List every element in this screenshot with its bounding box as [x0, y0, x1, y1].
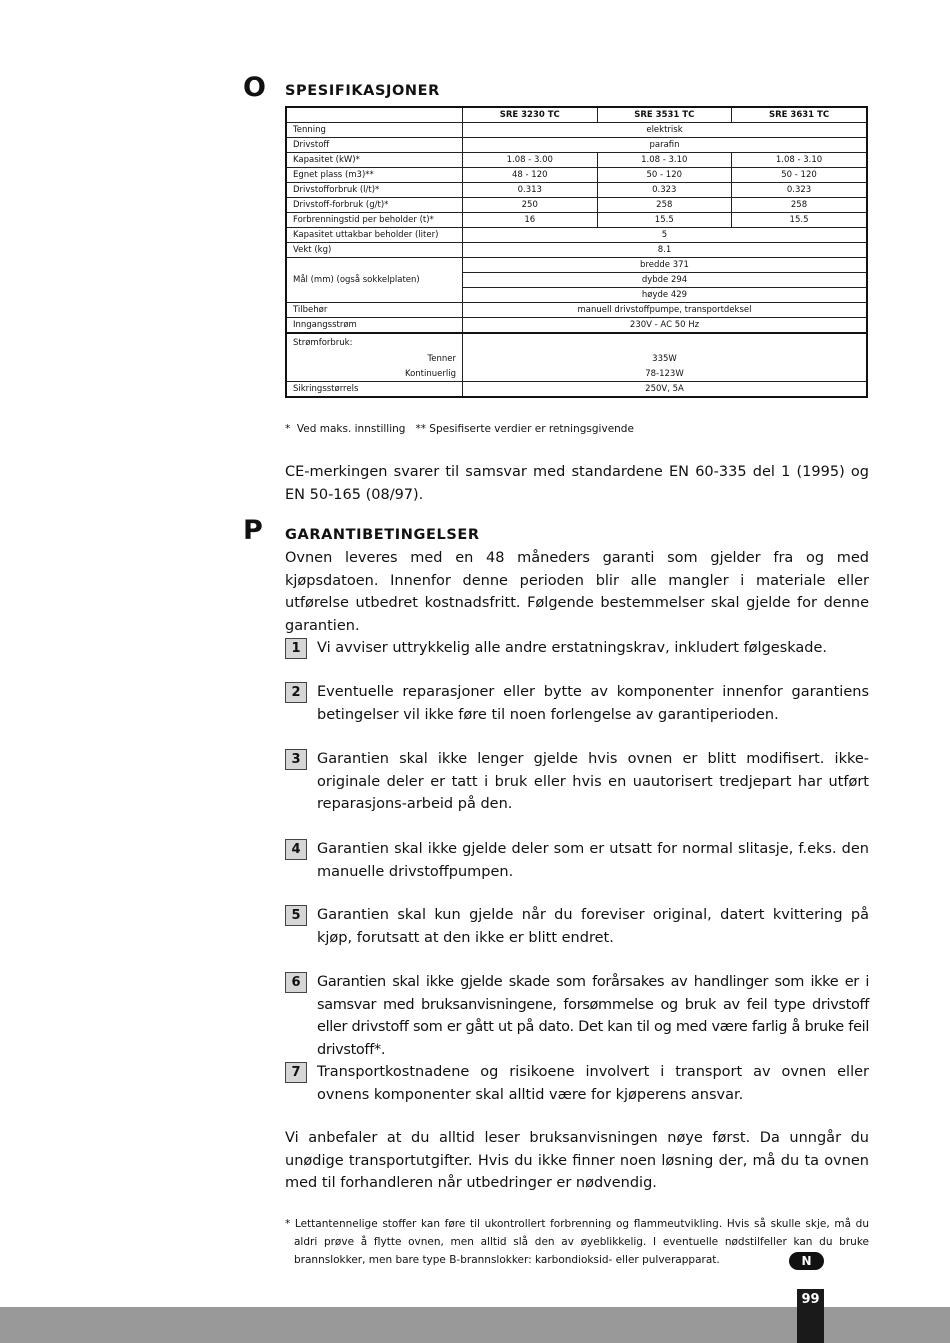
table-note: * Ved maks. innstilling ** Spesifiserte verdier er retningsgivende: [285, 423, 634, 435]
row-value: 335W: [463, 351, 868, 366]
item-number: 4: [285, 839, 307, 860]
row-label: Drivstoff: [286, 138, 463, 153]
model-header: SRE 3531 TC: [597, 107, 732, 123]
table-row: [286, 382, 867, 398]
row-value: 258: [597, 198, 732, 213]
row-sublabel: Tenner: [286, 351, 463, 366]
warranty-intro: Ovnen leveres med en 48 måneders garanti som gjelder fra og med kjøpsdatoen. Innenfor denne perioden blir alle mangler i materiale eller utførelse utbedret kostnadsfritt. Følgende bestemmelser skal gjelde for denne garantien.: [285, 550, 869, 634]
language-badge: N: [789, 1252, 824, 1270]
item-number: 3: [285, 749, 307, 770]
row-value: parafin: [463, 138, 868, 153]
row-label: Tenning: [286, 123, 463, 138]
row-value: 15.5: [597, 213, 732, 228]
row-value: elektrisk: [463, 123, 868, 138]
row-value: 78-123W: [463, 366, 868, 382]
item-text: Transportkostnadene og risikoene involvert i transport av ovnen eller ovnens komponenter skal alltid være for kjøperens ansvar.: [317, 1064, 869, 1103]
table-row: [286, 258, 867, 273]
item-text: Garantien skal kun gjelde når du foreviser original, datert kvittering på kjøp, forutsatt at den ikke er blitt endret.: [317, 907, 869, 946]
list-item: [285, 904, 869, 949]
row-value: dybde 294: [463, 273, 868, 288]
table-row: [286, 198, 867, 213]
spec-table: [285, 106, 868, 398]
list-item: [285, 681, 869, 726]
item-text: Garantien skal ikke gjelde deler som er utsatt for normal slitasje, f.eks. den manuelle drivstoffpumpen.: [317, 841, 869, 880]
table-row: [286, 243, 867, 258]
row-value: 50 - 120: [732, 168, 867, 183]
row-value: 0.323: [597, 183, 732, 198]
row-value: 5: [463, 228, 868, 243]
table-header-row: [286, 107, 867, 123]
item-number: 5: [285, 905, 307, 926]
table-row: [286, 303, 867, 318]
row-value: 1.08 - 3.00: [463, 153, 598, 168]
table-row: [286, 138, 867, 153]
item-text: Eventuelle reparasjoner eller bytte av komponenter innenfor garantiens betingelser vil ikke føre til noen forlengelse av garantiperioden.: [317, 684, 869, 723]
row-value: 1.08 - 3.10: [732, 153, 867, 168]
list-item: [285, 637, 869, 660]
row-value: 16: [463, 213, 598, 228]
row-value: [463, 333, 868, 351]
footnote: * Lettantennelige stoffer kan føre til ukontrollert forbrenning og flammeutvikling. Hvis så skulle skje, må du aldri prøve å flytte ovnen, men alltid slå den av øyeblikkelig. I eventuelle nødstilfeller kan du bruke brannslokker, men bare type B-brannslokker: karbondioksid- eller pulverapparat.: [285, 1218, 869, 1266]
row-value: bredde 371: [463, 258, 868, 273]
row-value: høyde 429: [463, 288, 868, 303]
table-row: [286, 183, 867, 198]
table-row: [286, 153, 867, 168]
list-item: [285, 838, 869, 883]
row-label: Inngangsstrøm: [286, 318, 463, 334]
model-header: SRE 3631 TC: [732, 107, 867, 123]
table-row: [286, 213, 867, 228]
closing-paragraph: Vi anbefaler at du alltid leser bruksanvisningen nøye først. Da unngår du unødige transportutgifter. Hvis du ikke finner noen løsning der, må du ta ovnen med til forhandleren når utbedringer er nødvendig.: [285, 1130, 869, 1191]
ce-paragraph: CE-merkingen svarer til samsvar med standardene EN 60-335 del 1 (1995) og EN 50-165 (08/97).: [285, 464, 869, 503]
model-header: SRE 3230 TC: [463, 107, 598, 123]
list-item: [285, 748, 869, 816]
page-number: 99: [797, 1289, 824, 1343]
row-value: 250: [463, 198, 598, 213]
row-label: Drivstofforbruk (l/t)*: [286, 183, 463, 198]
item-number: 1: [285, 638, 307, 659]
item-number: 2: [285, 682, 307, 703]
row-value: 8.1: [463, 243, 868, 258]
row-label: Tilbehør: [286, 303, 463, 318]
list-item: [285, 971, 869, 1061]
row-label: Kapasitet uttakbar beholder (liter): [286, 228, 463, 243]
row-label: Vekt (kg): [286, 243, 463, 258]
item-text: Garantien skal ikke gjelde skade som forårsakes av handlinger som ikke er i samsvar med bruksanvisningene, forsømmelse og bruk av feil type drivstoff eller drivstoff som er gått ut på dato. Det kan til og med være farlig å bruke feil drivstoff*.: [317, 974, 869, 1058]
row-label: Egnet plass (m3)**: [286, 168, 463, 183]
list-item: [285, 1061, 869, 1106]
row-value: 48 - 120: [463, 168, 598, 183]
row-label: Sikringsstørrels: [286, 382, 463, 398]
section-letter-o: O: [243, 72, 266, 103]
item-number: 7: [285, 1062, 307, 1083]
row-value: 1.08 - 3.10: [597, 153, 732, 168]
table-row: [286, 228, 867, 243]
row-label: Mål (mm) (også sokkelplaten): [286, 258, 463, 303]
row-label: Forbrenningstid per beholder (t)*: [286, 213, 463, 228]
row-sublabel: Kontinuerlig: [286, 366, 463, 382]
row-value: 0.323: [732, 183, 867, 198]
section-title-spec: SPESIFIKASJONER: [285, 83, 440, 99]
item-text: Vi avviser uttrykkelig alle andre erstatningskrav, inkludert følgeskade.: [317, 640, 828, 656]
section-title-warranty: GARANTIBETINGELSER: [285, 527, 480, 543]
table-row: [286, 351, 867, 366]
table-row: [286, 168, 867, 183]
row-label: Strømforbruk:: [286, 333, 463, 351]
row-value: manuell drivstoffpumpe, transportdeksel: [463, 303, 868, 318]
section-letter-p: P: [243, 515, 263, 546]
table-corner-cell: [286, 107, 463, 123]
item-text: Garantien skal ikke lenger gjelde hvis ovnen er blitt modifisert. ikke-originale deler er tatt i bruk eller hvis en uautorisert tredjepart har utført reparasjons-arbeid på den.: [317, 751, 869, 812]
row-value: 50 - 120: [597, 168, 732, 183]
row-value: 258: [732, 198, 867, 213]
row-value: 0.313: [463, 183, 598, 198]
row-value: 15.5: [732, 213, 867, 228]
row-value: 250V, 5A: [463, 382, 868, 398]
table-row: [286, 123, 867, 138]
table-row: [286, 366, 867, 382]
row-value: 230V - AC 50 Hz: [463, 318, 868, 334]
item-number: 6: [285, 972, 307, 993]
table-row: [286, 333, 867, 351]
row-label: Kapasitet (kW)*: [286, 153, 463, 168]
table-row: [286, 318, 867, 334]
row-label: Drivstoff-forbruk (g/t)*: [286, 198, 463, 213]
